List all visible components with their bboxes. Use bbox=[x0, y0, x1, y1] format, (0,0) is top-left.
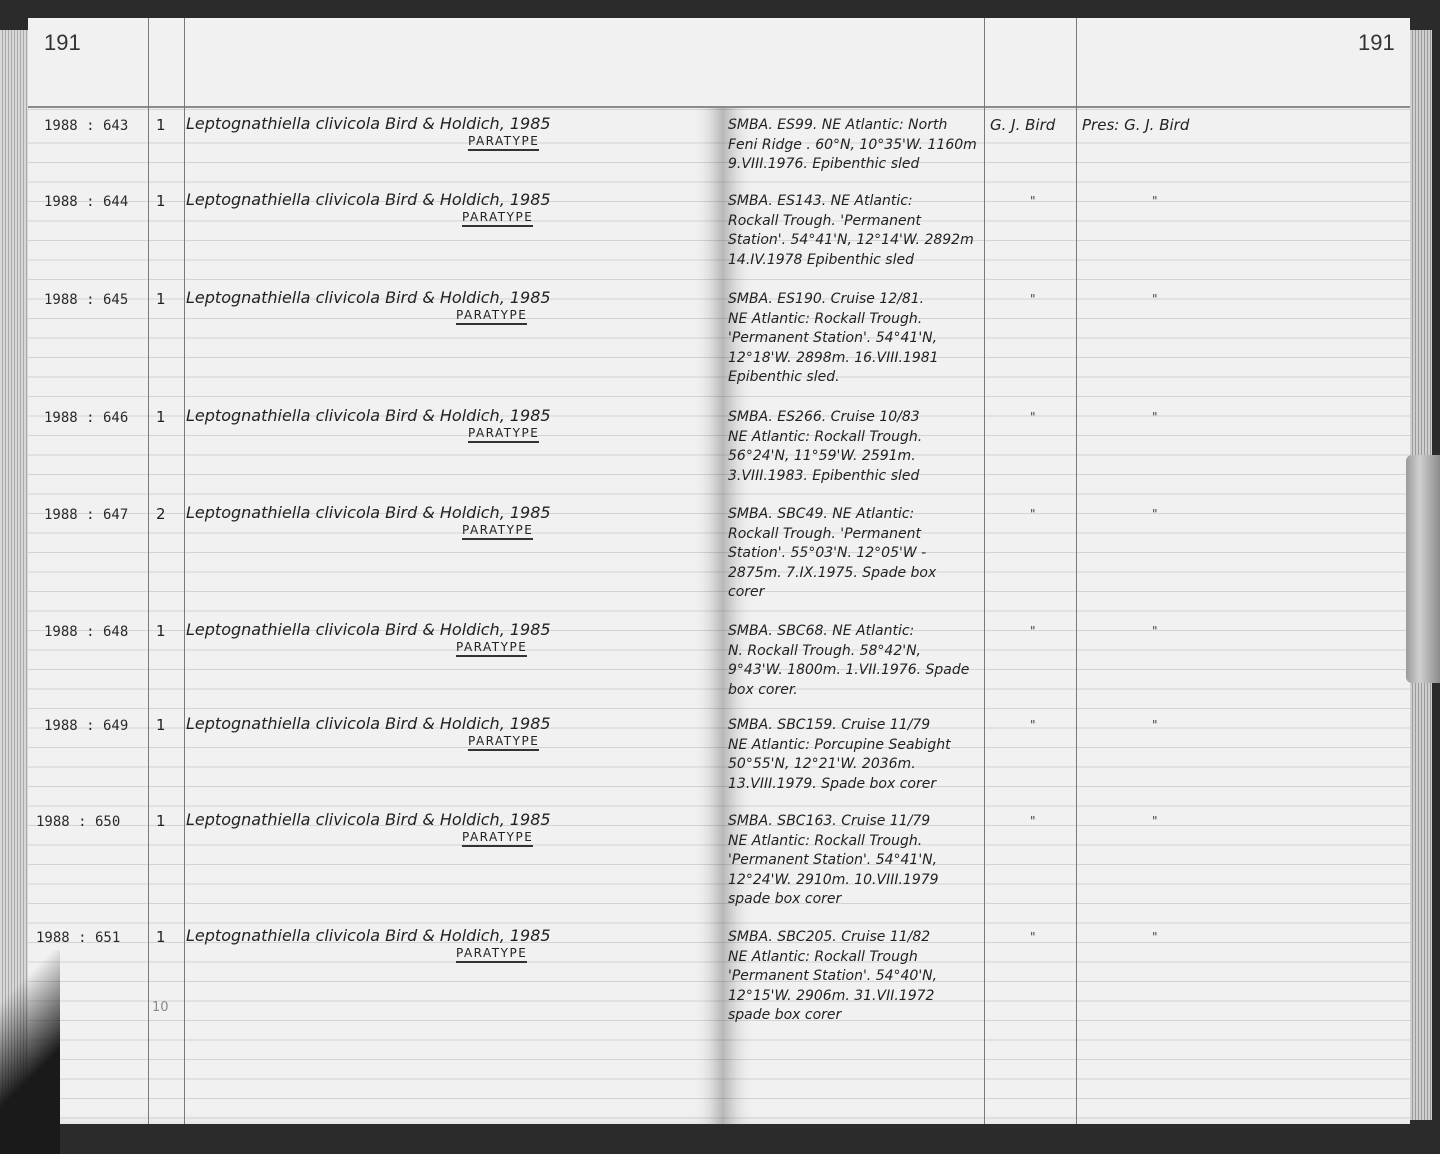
page-clip bbox=[1406, 455, 1440, 683]
specimen-count: 1 bbox=[156, 290, 166, 308]
specimen-count: 1 bbox=[156, 116, 166, 134]
page-number-right: 191 bbox=[1358, 30, 1395, 55]
donor-ditto: " bbox=[1152, 718, 1158, 732]
locality-line: 3.VIII.1983. Epibenthic sled bbox=[728, 467, 920, 484]
accession-number: 1988 : 644 bbox=[44, 194, 129, 210]
type-status: PARATYPE bbox=[468, 426, 539, 443]
page-number-left: 191 bbox=[44, 30, 81, 55]
locality-line: spade box corer bbox=[728, 891, 842, 907]
locality-line: SMBA. SBC163. Cruise 11/79 bbox=[728, 813, 931, 829]
type-status: PARATYPE bbox=[456, 946, 527, 963]
locality-line: NE Atlantic: Porcupine Seabight bbox=[728, 736, 951, 753]
locality-line: 12°24'W. 2910m. 10.VIII.1979 bbox=[728, 871, 939, 888]
locality-line: NE Atlantic: Rockall Trough. bbox=[728, 428, 923, 445]
donor-ditto: " bbox=[1152, 624, 1158, 638]
cover-corner bbox=[0, 950, 60, 1154]
specimen-count: 1 bbox=[156, 812, 166, 830]
locality-line: SMBA. SBC49. NE Atlantic: bbox=[728, 506, 915, 522]
species-name: Leptognathiella clivicola Bird & Holdich, 1985 bbox=[186, 190, 551, 209]
locality-line: NE Atlantic: Rockall Trough bbox=[728, 948, 918, 965]
accession-number: 1988 : 647 bbox=[44, 507, 129, 523]
right-header-band bbox=[724, 18, 1410, 108]
accession-number: 1988 : 643 bbox=[44, 118, 129, 134]
locality-line: SMBA. ES190. Cruise 12/81. bbox=[728, 291, 925, 307]
collector-ditto: " bbox=[1030, 624, 1036, 638]
type-status: PARATYPE bbox=[468, 734, 539, 751]
locality-line: N. Rockall Trough. 58°42'N, bbox=[728, 642, 921, 659]
column-divider bbox=[184, 18, 185, 1124]
species-name: Leptognathiella clivicola Bird & Holdich, 1985 bbox=[186, 620, 551, 639]
locality-line: 56°24'N, 11°59'W. 2591m. bbox=[728, 448, 916, 464]
locality-line: 14.IV.1978 Epibenthic sled bbox=[728, 251, 914, 268]
specimen-count: 1 bbox=[156, 408, 166, 426]
locality-line: Station'. 55°03'N. 12°05'W - bbox=[728, 545, 927, 561]
species-name: Leptognathiella clivicola Bird & Holdich, 1985 bbox=[186, 503, 551, 522]
locality-line: SMBA. SBC205. Cruise 11/82 bbox=[728, 929, 931, 945]
locality-line: NE Atlantic: Rockall Trough. bbox=[728, 310, 923, 327]
species-name: Leptognathiella clivicola Bird & Holdich, 1985 bbox=[186, 926, 551, 945]
left-page bbox=[28, 18, 724, 1124]
accession-number: 1988 : 650 bbox=[36, 814, 121, 830]
left-header-band bbox=[28, 18, 724, 108]
type-status: PARATYPE bbox=[456, 308, 527, 325]
locality-line: spade box corer bbox=[728, 1007, 842, 1023]
donor-ditto: " bbox=[1152, 292, 1158, 306]
accession-number: 1988 : 651 bbox=[36, 930, 121, 946]
locality-details bbox=[728, 622, 990, 700]
collector-ditto: " bbox=[1030, 410, 1036, 424]
type-status: PARATYPE bbox=[462, 523, 533, 540]
locality-line: 'Permanent Station'. 54°40'N, bbox=[728, 968, 938, 984]
locality-details bbox=[728, 505, 990, 603]
specimen-count: 1 bbox=[156, 622, 166, 640]
donor-ditto: " bbox=[1152, 194, 1158, 208]
specimen-count: 2 bbox=[156, 505, 166, 523]
species-name: Leptognathiella clivicola Bird & Holdich, 1985 bbox=[186, 288, 551, 307]
locality-line: 'Permanent Station'. 54°41'N, bbox=[728, 852, 938, 868]
locality-details bbox=[728, 290, 990, 388]
donor-ditto: " bbox=[1152, 930, 1158, 944]
collector-name: G. J. Bird bbox=[990, 116, 1056, 134]
locality-line: 9.VIII.1976. Epibenthic sled bbox=[728, 156, 920, 172]
locality-details bbox=[728, 928, 990, 1026]
collector-ditto: " bbox=[1030, 194, 1036, 208]
specimen-count: 1 bbox=[156, 192, 166, 210]
specimen-count: 1 bbox=[156, 928, 166, 946]
accession-number: 1988 : 646 bbox=[44, 410, 129, 426]
column-divider bbox=[1076, 18, 1077, 1124]
collector-ditto: " bbox=[1030, 718, 1036, 732]
species-name: Leptognathiella clivicola Bird & Holdich, 1985 bbox=[186, 114, 551, 133]
locality-line: Epibenthic sled. bbox=[728, 369, 840, 385]
locality-line: Rockall Trough. 'Permanent bbox=[728, 212, 921, 229]
locality-line: 2875m. 7.IX.1975. Spade box bbox=[728, 564, 937, 581]
locality-line: Feni Ridge . 60°N, 10°35'W. 1160m bbox=[728, 136, 977, 153]
locality-line: SMBA. ES143. NE Atlantic: bbox=[728, 193, 913, 209]
accession-number: 1988 : 645 bbox=[44, 292, 129, 308]
type-status: PARATYPE bbox=[468, 134, 539, 151]
locality-line: 'Permanent Station'. 54°41'N, bbox=[728, 330, 938, 346]
species-name: Leptognathiella clivicola Bird & Holdich, 1985 bbox=[186, 810, 551, 829]
collector-ditto: " bbox=[1030, 292, 1036, 306]
donor-ditto: " bbox=[1152, 814, 1158, 828]
locality-line: box corer. bbox=[728, 681, 798, 698]
column-divider bbox=[148, 18, 149, 1124]
accession-number: 1988 : 648 bbox=[44, 624, 129, 640]
locality-line: 9°43'W. 1800m. 1.VII.1976. Spade bbox=[728, 662, 970, 678]
donor-name: Pres: G. J. Bird bbox=[1082, 116, 1190, 134]
collector-ditto: " bbox=[1030, 930, 1036, 944]
locality-details bbox=[728, 408, 990, 486]
type-status: PARATYPE bbox=[462, 830, 533, 847]
specimen-count: 1 bbox=[156, 716, 166, 734]
species-name: Leptognathiella clivicola Bird & Holdich, 1985 bbox=[186, 714, 551, 733]
locality-line: SMBA. ES99. NE Atlantic: North bbox=[728, 117, 948, 133]
locality-details bbox=[728, 192, 990, 270]
donor-ditto: " bbox=[1152, 410, 1158, 424]
locality-line: 50°55'N, 12°21'W. 2036m. bbox=[728, 756, 916, 772]
locality-line: SMBA. SBC159. Cruise 11/79 bbox=[728, 717, 931, 733]
margin-total-note: 10 bbox=[152, 1000, 169, 1015]
locality-line: SMBA. ES266. Cruise 10/83 bbox=[728, 409, 920, 425]
type-status: PARATYPE bbox=[456, 640, 527, 657]
locality-details bbox=[728, 812, 990, 910]
type-status: PARATYPE bbox=[462, 210, 533, 227]
locality-line: corer bbox=[728, 584, 765, 600]
locality-details bbox=[728, 116, 990, 175]
locality-line: 12°18'W. 2898m. 16.VIII.1981 bbox=[728, 349, 939, 366]
donor-ditto: " bbox=[1152, 507, 1158, 521]
collector-ditto: " bbox=[1030, 814, 1036, 828]
species-name: Leptognathiella clivicola Bird & Holdich, 1985 bbox=[186, 406, 551, 425]
locality-line: NE Atlantic: Rockall Trough. bbox=[728, 832, 923, 849]
locality-details bbox=[728, 716, 990, 794]
collector-ditto: " bbox=[1030, 507, 1036, 521]
locality-line: 12°15'W. 2906m. 31.VII.1972 bbox=[728, 987, 935, 1004]
locality-line: Station'. 54°41'N, 12°14'W. 2892m bbox=[728, 232, 974, 248]
locality-line: 13.VIII.1979. Spade box corer bbox=[728, 775, 937, 792]
locality-line: SMBA. SBC68. NE Atlantic: bbox=[728, 623, 915, 639]
locality-line: Rockall Trough. 'Permanent bbox=[728, 525, 921, 542]
accession-number: 1988 : 649 bbox=[44, 718, 129, 734]
